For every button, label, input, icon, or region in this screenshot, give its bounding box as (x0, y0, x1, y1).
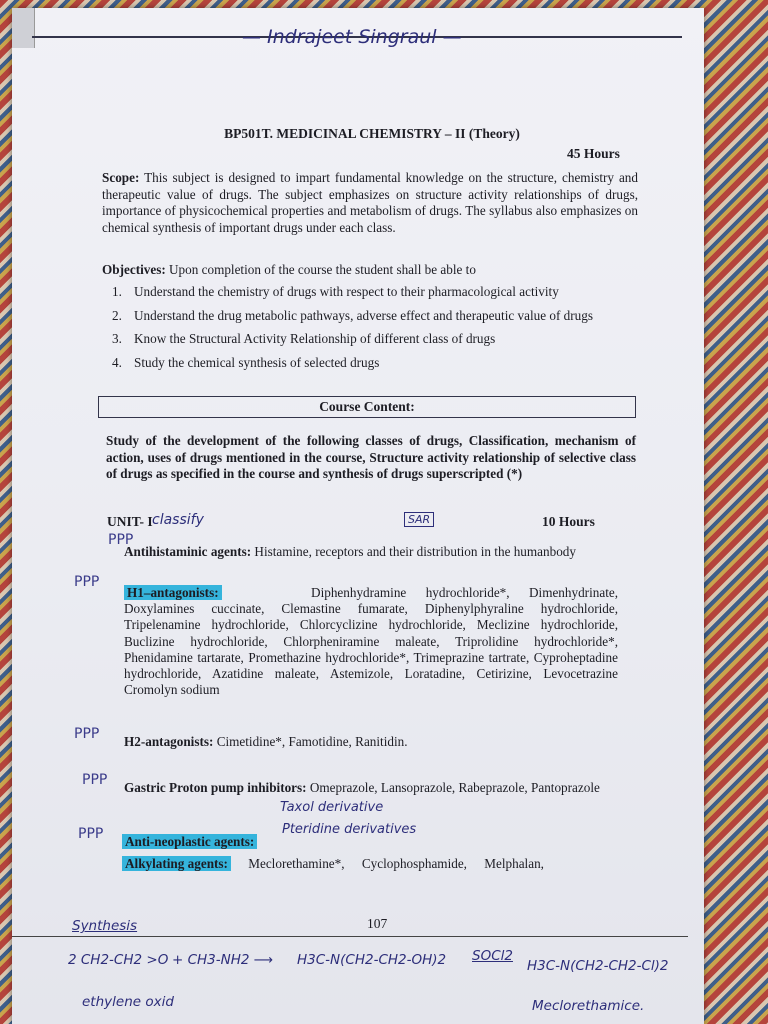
pteridine-note: Pteridine derivatives (282, 822, 417, 837)
h2-label: H2-antagonists: (124, 734, 214, 749)
list-text: Know the Structural Activity Relationship of different class of drugs (134, 331, 496, 346)
taxol-note: Taxol derivative (280, 800, 384, 815)
footer-rule (12, 936, 688, 937)
objectives-label: Objectives: (102, 262, 166, 277)
list-number: 3. (112, 331, 122, 346)
antihistaminic-section (124, 544, 610, 560)
scope-paragraph (102, 170, 638, 236)
antihistaminic-text: Histamine, receptors and their distribution in the humanbody (254, 544, 576, 559)
alkylating-text: Meclorethamine*, Cyclophosphamide, Melphalan, (248, 856, 544, 871)
alkylating-label: Alkylating agents: (122, 856, 231, 871)
objectives-list (112, 284, 638, 378)
objectives-intro (102, 262, 638, 279)
h1-antagonists-section (124, 585, 618, 698)
amine-formula: + CH3-NH2 ⟶ (172, 952, 274, 968)
classify-note: classify (152, 512, 204, 528)
list-text: Understand the chemistry of drugs with respect to their pharmacological activity (134, 284, 559, 299)
list-item (112, 308, 638, 325)
list-item (112, 331, 638, 348)
gastric-section (124, 780, 618, 796)
page-number: 107 (367, 916, 388, 931)
list-text: Study the chemical synthesis of selected drugs (134, 354, 380, 370)
h2-antagonists-section (124, 734, 544, 750)
ppp-mark: PPP (78, 826, 104, 842)
folded-corner (12, 8, 35, 48)
unit-hours: 10 Hours (542, 514, 595, 529)
course-content-heading: Course Content: (98, 396, 636, 418)
course-title: BP501T. MEDICINAL CHEMISTRY – II (Theory) (224, 126, 520, 141)
antihistaminic-label: Antihistaminic agents: (124, 544, 252, 559)
h1-label: H1–antagonists: (124, 585, 222, 600)
handwritten-name: — Indrajeet Singraul — (242, 26, 462, 48)
document-page (12, 8, 704, 1024)
antineo-label: Anti-neoplastic agents: (122, 834, 257, 849)
ppp-mark: PPP (74, 726, 100, 742)
unit-title: UNIT- I (107, 514, 153, 529)
list-number: 4. (112, 354, 122, 370)
sar-note: SAR (404, 512, 434, 527)
gastric-text: Omeprazole, Lansoprazole, Rabeprazole, Pantoprazole (309, 780, 600, 795)
ppp-mark: PPP (108, 532, 134, 548)
course-hours: 45 Hours (567, 146, 620, 161)
h2-text: Cimetidine*, Famotidine, Ranitidin. (216, 734, 408, 749)
list-number: 2. (112, 307, 122, 323)
reagent-label: SOCl2 (472, 948, 513, 964)
list-text: Understand the drug metabolic pathways, adverse effect and therapeutic value of drugs (134, 307, 593, 323)
h1-text: Diphenhydramine hydrochloride*, Dimenhydrinate, Doxylamines cuccinate, Clemastine fumarate, Diphenylphyraline hydrochloride, Tripelenamine hydrochloride, Chlorcyclizine hydrochloride, Meclizine hydrochloride, Buclizine hydrochloride, Chlorpheniramine maleate, Triprolidine hydrochloride*, Phenidamine tartarate, Promethazine hydrochloride*, Trimeprazine tartrate, Cyproheptadine hydrochloride, Azatidine maleate, Astemizole, Loratadine, Cetirizine, Levocetrazine Cromolyn sodium (124, 585, 619, 698)
product-formula: H3C-N(CH2-CH2-Cl)2 (527, 958, 669, 974)
list-item (112, 284, 638, 301)
ppp-mark: PPP (74, 574, 100, 590)
reactant-formula: 2 CH2-CH2 >O (68, 952, 169, 968)
list-number: 1. (112, 284, 122, 299)
objectives-text: Upon completion of the course the student shall be able to (169, 262, 476, 277)
list-item (112, 355, 638, 372)
scope-text: This subject is designed to impart fundamental knowledge on the structure, chemistry and therapeutic value of drugs. The subject emphasizes on structure activity relationships of drugs, importance of physicochemical properties and metabolism of drugs. The syllabus also emphasizes on chemical synthesis of important drugs under each class. (102, 170, 638, 235)
gastric-label: Gastric Proton pump inhibitors: (124, 780, 307, 795)
synthesis-label: Synthesis (72, 918, 138, 934)
study-paragraph: Study of the development of the following classes of drugs, Classification, mechanism of action, uses of drugs mentioned in the course, Structure activity relationship of selective class of drugs as specified in the course and synthesis of drugs superscripted (*) (106, 433, 636, 481)
intermediate-formula: H3C-N(CH2-CH2-OH)2 (297, 952, 447, 968)
reactant-name: ethylene oxid (82, 994, 174, 1010)
ppp-mark: PPP (82, 772, 108, 788)
scope-label: Scope: (102, 170, 140, 185)
alkylating-section (122, 856, 616, 872)
product-name: Meclorethamice. (532, 998, 645, 1014)
